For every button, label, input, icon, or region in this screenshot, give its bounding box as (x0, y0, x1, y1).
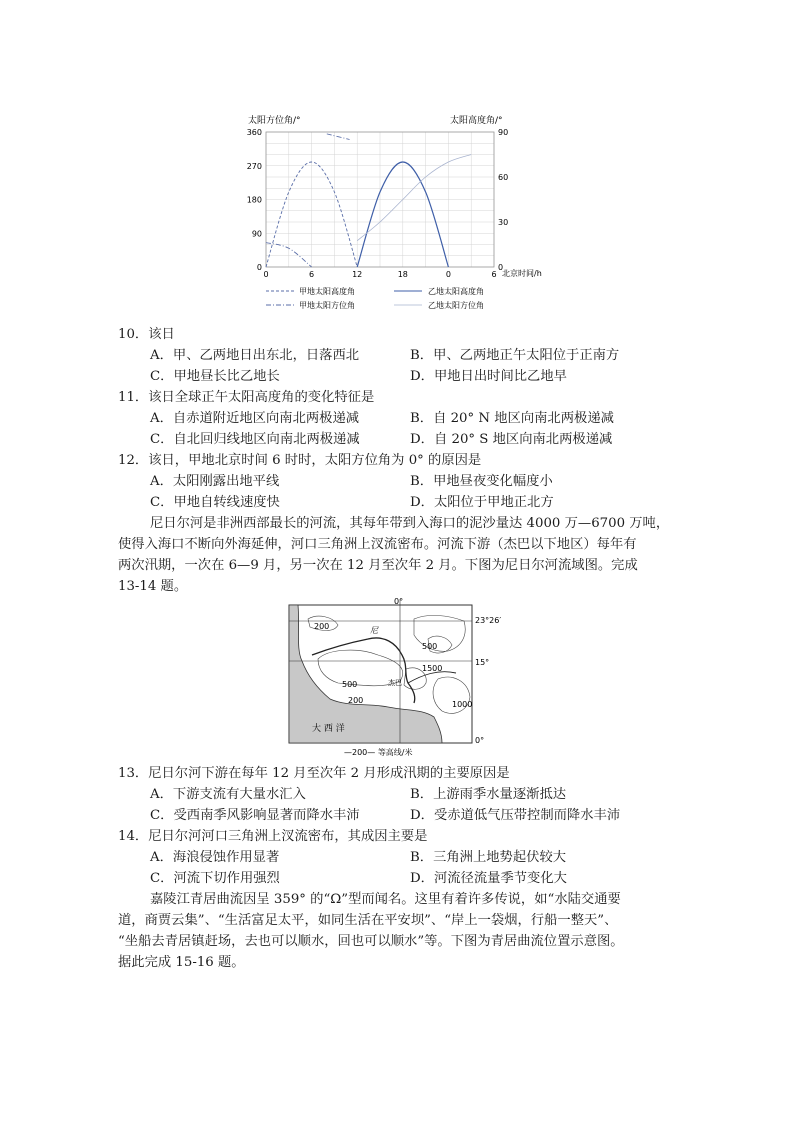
option-text: D．河流径流量季节变化大 (410, 871, 567, 886)
x-tick-label: 12 (352, 270, 363, 279)
gridlines (266, 132, 494, 267)
option-text: D．太阳位于甲地正北方 (410, 495, 554, 510)
x-axis-ticks (263, 270, 496, 279)
passage-line: 尼日尔河是非洲西部最长的河流，其每年带到入海口的泥沙量达 4000 万—6700 万吨， (150, 516, 670, 531)
x-tick-label: 0 (263, 270, 269, 279)
passage-line: 据此完成 15-16 题。 (118, 955, 245, 970)
right-axis-ticks (498, 128, 508, 272)
river-label: 尼 (370, 626, 378, 635)
left-tick-label: 180 (246, 195, 262, 205)
option-text: A．太阳刚露出地平线 (150, 474, 280, 489)
series-line (327, 134, 350, 140)
latitude-label: 23°26′ (475, 616, 502, 625)
x-axis-title: 北京时间/h (502, 269, 542, 278)
right-axis-title: 太阳高度角/° (450, 116, 503, 126)
sun-angle-chart (244, 113, 574, 313)
option-text: B．上游雨季水量逐渐抵达 (410, 787, 567, 802)
left-tick-label: 90 (251, 229, 262, 239)
passage-line: “坐船去青居镇赶场，去也可以顺水，回也可以顺水”等。下图为青居曲流位置示意图。 (118, 934, 624, 949)
passage-line: 两次汛期，一次在 6—9 月，另一次在 12 月至次年 2 月。下图为尼日尔河流域图。完成 (118, 558, 638, 573)
question-stem: 13．尼日尔河下游在每年 12 月至次年 2 月形成汛期的主要原因是 (118, 766, 510, 781)
place-label: 杰巴 (388, 679, 402, 687)
option-text: C．受西南季风影响显著而降水丰沛 (150, 808, 360, 823)
left-tick-label: 0 (256, 263, 262, 272)
passage-line: 13-14 题。 (118, 579, 188, 594)
option-text: A．自赤道附近地区向南北两极递减 (150, 411, 360, 426)
left-axis-ticks (247, 128, 262, 272)
question-stem: 10．该日 (118, 327, 175, 342)
option-text: D．自 20° S 地区向南北两极递减 (410, 432, 613, 447)
contour-label: 200 (314, 622, 330, 631)
legend-label: 甲地太阳方位角 (299, 301, 355, 310)
contour-label: 500 (342, 680, 358, 689)
left-tick-label: 270 (246, 161, 262, 171)
right-tick-label: 30 (498, 218, 509, 227)
series-layer (266, 134, 471, 267)
chart-legend (266, 286, 484, 310)
option-text: B．三角洲上地势起伏较大 (410, 850, 567, 865)
contour-label: 500 (422, 642, 438, 651)
legend-label: 乙地太阳高度角 (428, 287, 484, 296)
right-tick-label: 90 (498, 128, 509, 137)
contour-label: 1000 (452, 700, 473, 709)
latitude-label: 0° (475, 736, 485, 745)
option-text: A．海浪侵蚀作用显著 (150, 850, 280, 865)
x-tick-label: 6 (309, 270, 315, 279)
ocean-label: 大 西 洋 (312, 724, 345, 734)
question-stem: 11．该日全球正午太阳高度角的变化特征是 (118, 390, 375, 405)
map-legend: —200— 等高线/米 (344, 748, 413, 757)
option-text: C．自北回归线地区向南北两极递减 (150, 432, 360, 447)
contour-label: 200 (348, 696, 364, 705)
x-tick-label: 18 (397, 270, 408, 279)
legend-label: 甲地太阳高度角 (299, 287, 355, 296)
x-tick-label: 0 (445, 270, 451, 279)
option-text: C．甲地昼长比乙地长 (150, 369, 280, 384)
option-text: B．自 20° N 地区向南北两极递减 (410, 411, 614, 426)
niger-basin-map (288, 597, 502, 759)
option-text: B．甲、乙两地正午太阳位于正南方 (410, 348, 620, 363)
latitude-label: 15° (475, 658, 490, 667)
right-tick-label: 0 (498, 263, 504, 272)
option-text: D．受赤道低气压带控制而降水丰沛 (410, 808, 621, 823)
left-axis-title: 太阳方位角/° (248, 116, 301, 126)
option-text: C．河流下切作用强烈 (150, 871, 280, 886)
legend-label: 乙地太阳方位角 (428, 301, 484, 310)
x-tick-label: 6 (491, 270, 497, 279)
contour-label: 1500 (422, 664, 443, 673)
series-line (357, 155, 471, 241)
left-tick-label: 360 (246, 128, 262, 137)
passage-line: 使得入海口不断向外海延伸，河口三角洲上汊流密布。河流下游（杰巴以下地区）每年有 (118, 537, 637, 552)
option-text: A．甲、乙两地日出东北，日落西北 (150, 348, 360, 363)
option-text: A．下游支流有大量水汇入 (150, 787, 306, 802)
longitude-label: 0° (394, 597, 404, 606)
question-stem: 12．该日，甲地北京时间 6 时时，太阳方位角为 0° 的原因是 (118, 453, 482, 468)
right-tick-label: 60 (498, 173, 509, 182)
passage-line: 道，商贾云集”、“生活富足太平，如同生活在平安坝”、“岸上一袋烟，行船一整天”、 (118, 913, 618, 928)
question-stem: 14．尼日尔河河口三角洲上汊流密布，其成因主要是 (118, 829, 428, 844)
option-text: C．甲地自转线速度快 (150, 495, 280, 510)
passage-line: 嘉陵江青居曲流因呈 359° 的“Ω”型而闻名。这里有着许多传说，如“水陆交通要 (150, 892, 621, 907)
option-text: D．甲地日出时间比乙地早 (410, 369, 567, 384)
option-text: B．甲地昼夜变化幅度小 (410, 474, 553, 489)
